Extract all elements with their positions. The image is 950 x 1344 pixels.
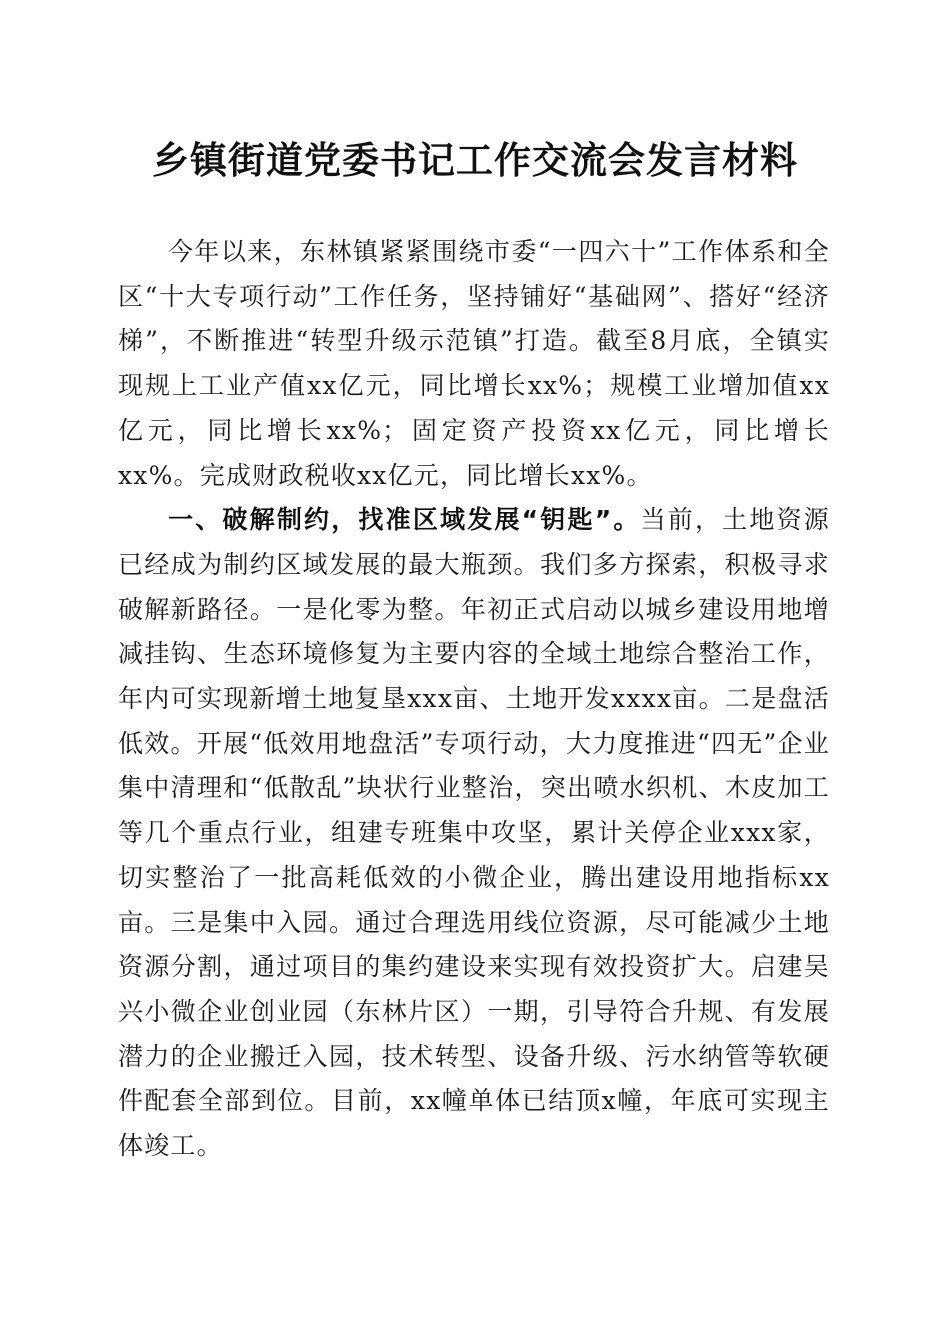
section-one-heading: 一、破解制约，找准区域发展“钥匙”。: [168, 505, 641, 535]
intro-paragraph-text: 今年以来，东林镇紧紧围绕市委“一四六十”工作体系和全区“十大专项行动”工作任务，坚持铺好“基础网”、搭好“经济梯”，不断推进“转型升级示范镇”打造。截至8月底，全镇实现规上工业产值xx亿元，同比增长xx%；规模工业增加值xx亿元，同比增长xx%；固定资产投资xx亿元，同比增长xx%。完成财政税收xx亿元，同比增长xx%。: [118, 237, 830, 490]
section-one-text: 当前，土地资源已经成为制约区域发展的最大瓶颈。我们多方探索，积极寻求破解新路径。一是化零为整。年初正式启动以城乡建设用地增减挂钩、生态环境修复为主要内容的全域土地综合整治工作，年内可实现新增土地复垦xxx亩、土地开发xxxx亩。二是盘活低效。开展“低效用地盘活”专项行动，大力度推进“四无”企业集中清理和“低散乱”块状行业整治，突出喷水织机、木皮加工等几个重点行业，组建专班集中攻坚，累计关停企业xxx家，切实整治了一批高耗低效的小微企业，腾出建设用地指标xx亩。三是集中入园。通过合理选用线位资源，尽可能减少土地资源分割，通过项目的集约建设来实现有效投资扩大。启建吴兴小微企业创业园（东林片区）一期，引导符合升规、有发展潜力的企业搬迁入园，技术转型、设备升级、污水纳管等软硬件配套全部到位。目前，xx幢单体已结顶x幢，年底可实现主体竣工。: [118, 505, 830, 1161]
document-title: 乡镇街道党委书记工作交流会发言材料: [152, 138, 798, 182]
document-body: [118, 230, 830, 1169]
section-one-paragraph: [118, 498, 830, 1169]
intro-paragraph: [118, 230, 830, 498]
